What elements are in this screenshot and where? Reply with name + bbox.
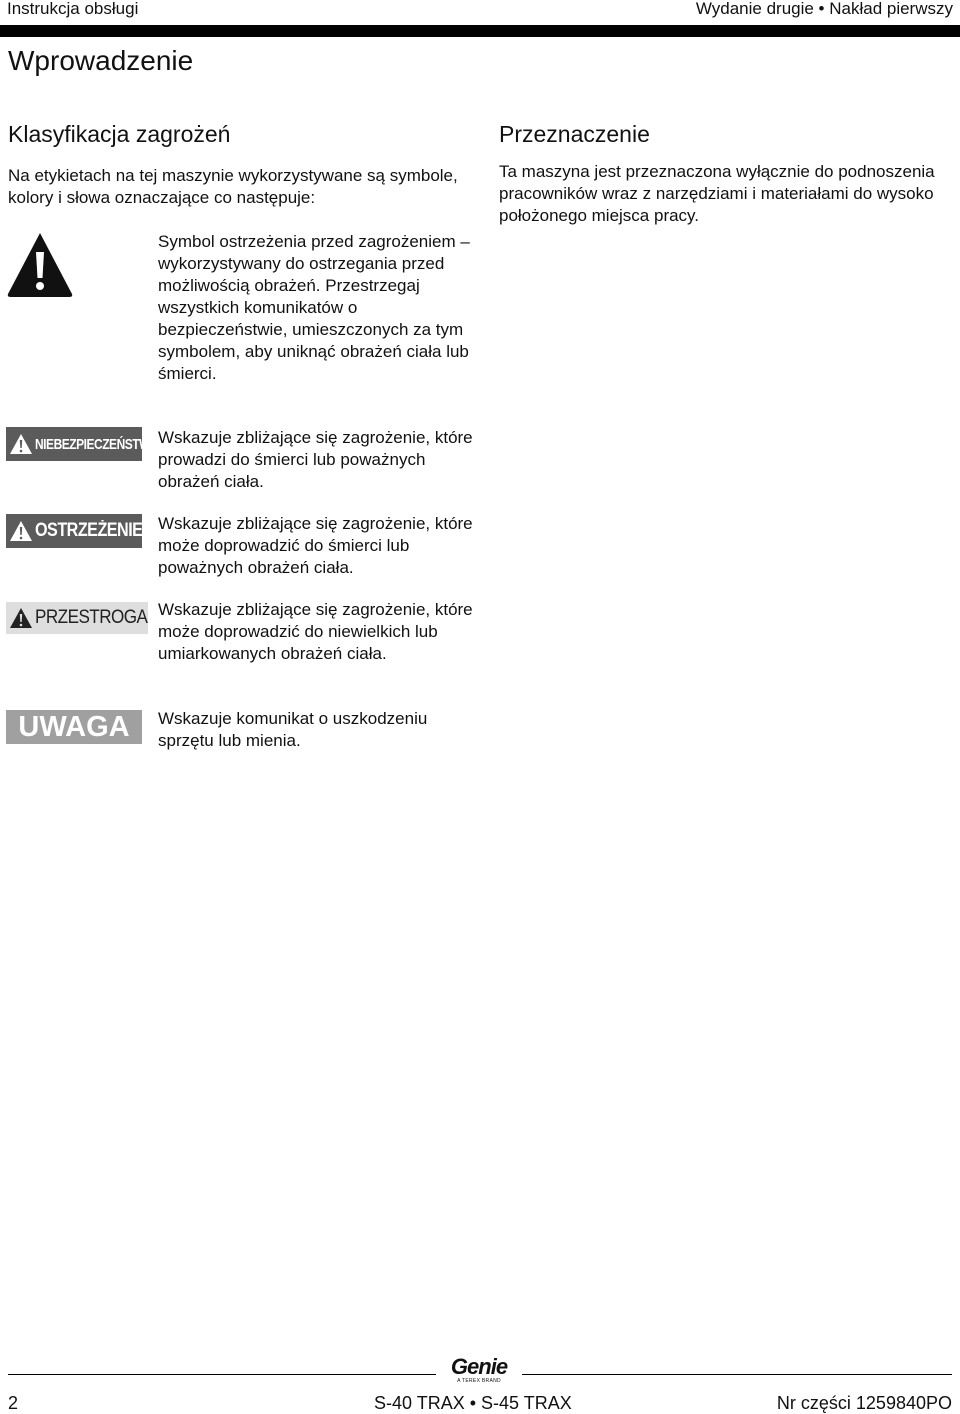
caution-label-text: PRZESTROGA: [35, 607, 148, 628]
danger-alert-icon: [9, 433, 33, 455]
notice-description: Wskazuje komunikat o uszkodzeniu sprzętu lub mienia.: [158, 709, 428, 750]
danger-label-text: NIEBEZPIECZEŃSTWO: [35, 435, 159, 453]
warning-signal-label: [6, 514, 142, 548]
notice-label-text: UWAGA: [18, 710, 130, 743]
genie-logo: [440, 1356, 518, 1384]
page-title: Wprowadzenie: [8, 45, 194, 76]
hazard-section-title: Klasyfikacja zagrożeń: [8, 121, 231, 147]
page-number: 2: [8, 1393, 19, 1413]
danger-signal-label: [6, 427, 159, 461]
header-rule: [0, 25, 960, 37]
footer-part-number: Nr części 1259840PO: [776, 1393, 952, 1413]
hazard-section-intro: Na etykietach na tej maszynie wykorzystywane są symbole, kolory i słowa oznaczające co następuje:: [8, 166, 458, 207]
purpose-section-title: Przeznaczenie: [499, 121, 650, 147]
footer-rule-left: [8, 1374, 436, 1375]
warning-triangle-icon: [6, 230, 74, 298]
warning-description: Wskazuje zbliżające się zagrożenie, które może doprowadzić do śmierci lub poważnych obrażeń ciała.: [158, 514, 473, 577]
warning-label-text: OSTRZEŻENIE: [35, 520, 143, 541]
caution-signal-label: [6, 602, 148, 634]
danger-description: Wskazuje zbliżające się zagrożenie, które prowadzi do śmierci lub poważnych obrażeń ciała.: [158, 428, 473, 491]
header-manual-title: Instrukcja obsługi: [7, 0, 139, 18]
footer-rule-right: [522, 1374, 952, 1375]
purpose-section-text: Ta maszyna jest przeznaczona wyłącznie do podnoszenia pracowników wraz z narzędziami i materiałami do wysoko położonego miejsca pracy.: [499, 162, 935, 225]
footer-model: S-40 TRAX • S-45 TRAX: [374, 1393, 572, 1413]
header-edition: Wydanie drugie • Nakład pierwszy: [695, 0, 953, 18]
caution-description: Wskazuje zbliżające się zagrożenie, które może doprowadzić do niewielkich lub umiarkowanych obrażeń ciała.: [158, 600, 473, 663]
warning-alert-icon: [9, 520, 33, 542]
caution-alert-icon: [9, 607, 33, 629]
logo-name: Genie: [450, 1354, 508, 1379]
notice-signal-label: [6, 710, 142, 744]
safety-alert-description: Symbol ostrzeżenia przed zagrożeniem – wykorzystywany do ostrzegania przed możliwością obrażeń. Przestrzegaj wszystkich komunikatów o bezpieczeństwie, umieszczonych za tym symbolem, aby uniknąć obrażeń ciała lub śmierci.: [158, 232, 470, 383]
logo-subtitle: A TEREX BRAND: [457, 1378, 501, 1384]
